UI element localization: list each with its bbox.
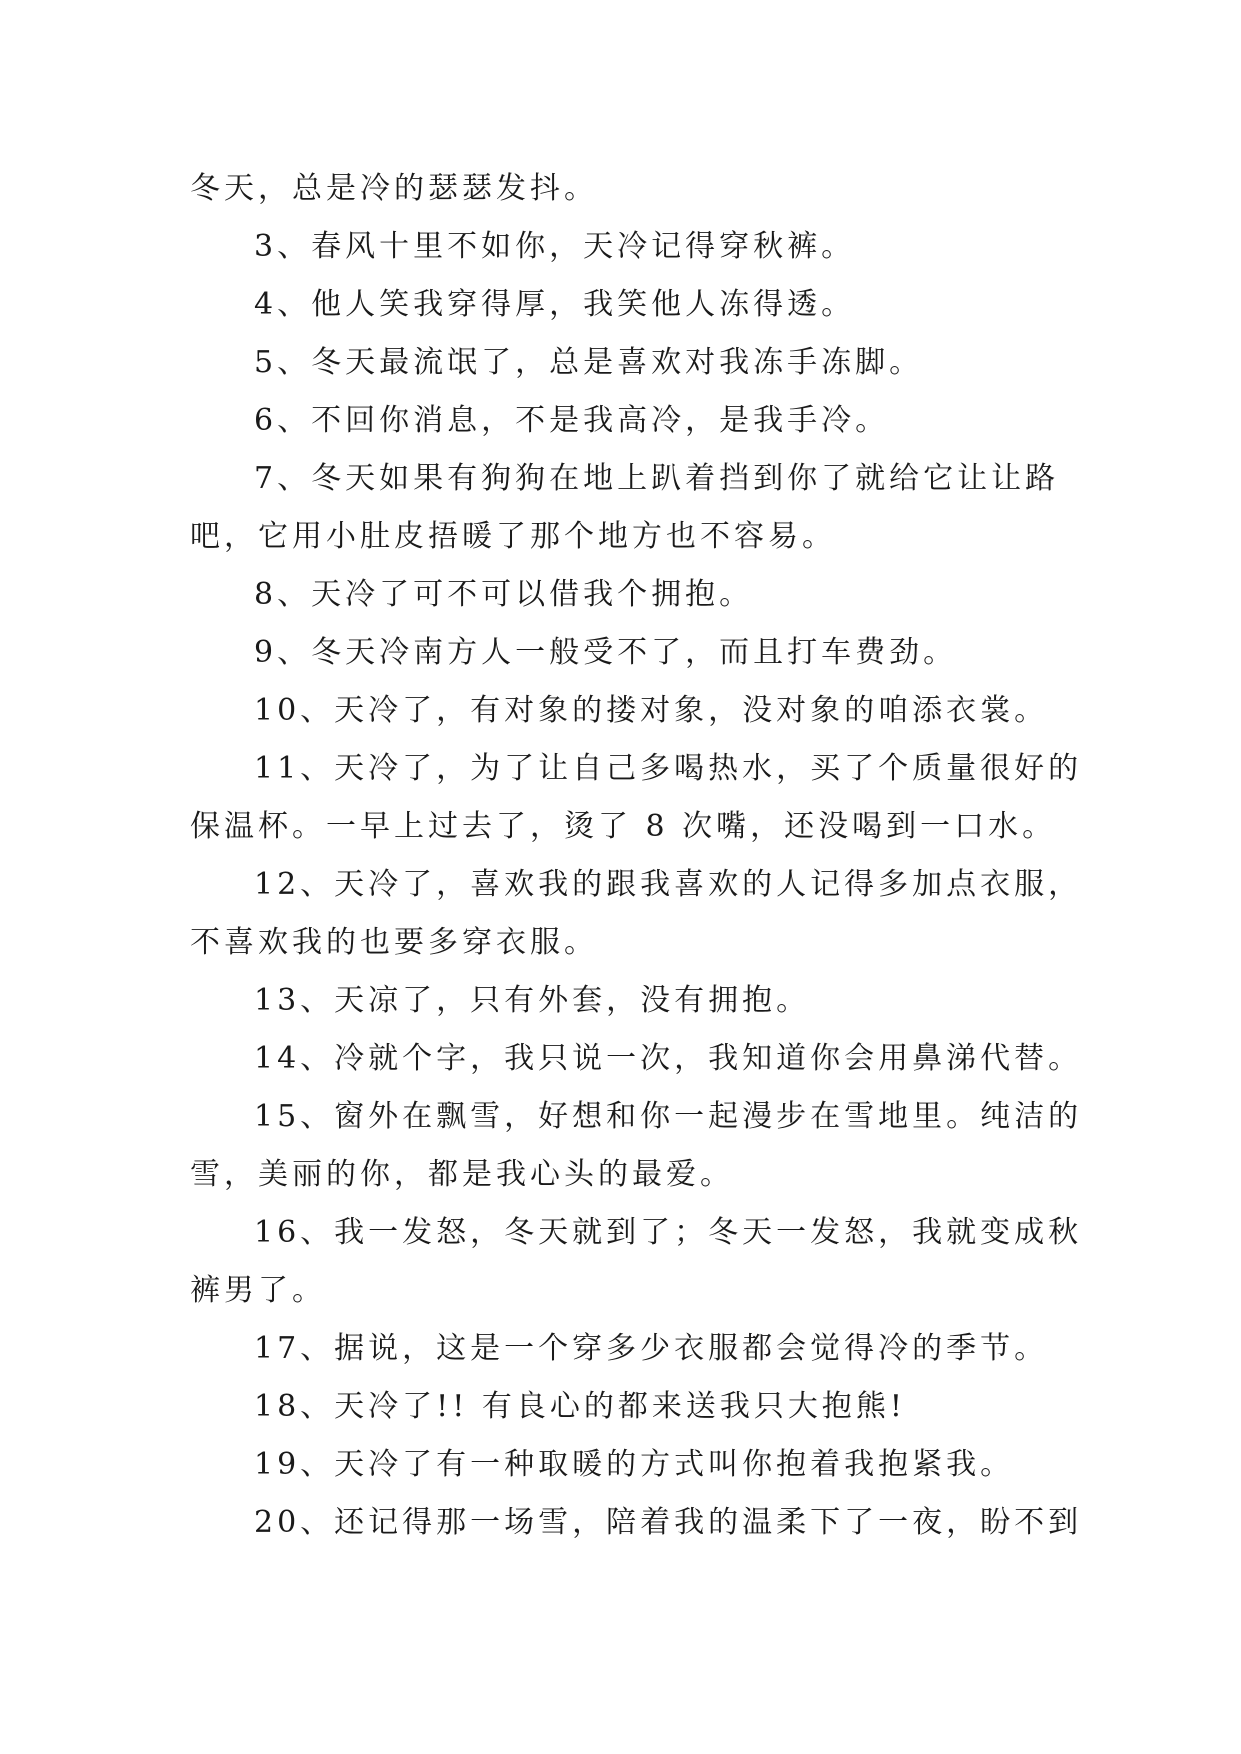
text-line: 9、冬天冷南方人一般受不了，而且打车费劲。 bbox=[254, 635, 958, 670]
text-line: 17、据说，这是一个穿多少衣服都会觉得冷的季节。 bbox=[254, 1331, 1049, 1366]
text-line: 保温杯。一早上过去了，烫了 8 次嘴，还没喝到一口水。 bbox=[190, 809, 1057, 844]
text-line: 8、天冷了可不可以借我个拥抱。 bbox=[254, 577, 754, 612]
text-line: 雪，美丽的你，都是我心头的最爱。 bbox=[190, 1157, 734, 1192]
text-line: 19、天冷了有一种取暖的方式叫你抱着我抱紧我。 bbox=[254, 1447, 1015, 1482]
text-line: 18、天冷了!! 有良心的都来送我只大抱熊! bbox=[254, 1389, 906, 1424]
text-line: 裤男了。 bbox=[190, 1273, 326, 1308]
text-line: 6、不回你消息，不是我高冷，是我手冷。 bbox=[254, 403, 890, 438]
text-line: 4、他人笑我穿得厚，我笑他人冻得透。 bbox=[254, 287, 856, 322]
text-line: 10、天冷了，有对象的搂对象，没对象的咱添衣裳。 bbox=[254, 693, 1049, 728]
text-line: 3、春风十里不如你，天冷记得穿秋裤。 bbox=[254, 229, 856, 264]
text-line: 7、冬天如果有狗狗在地上趴着挡到你了就给它让让路 bbox=[254, 461, 1060, 496]
document-body bbox=[190, 160, 1083, 1552]
text-line: 16、我一发怒，冬天就到了；冬天一发怒，我就变成秋 bbox=[254, 1215, 1083, 1250]
text-line: 13、天凉了，只有外套，没有拥抱。 bbox=[254, 983, 811, 1018]
text-line: 20、还记得那一场雪，陪着我的温柔下了一夜，盼不到 bbox=[254, 1505, 1083, 1540]
text-line: 12、天冷了，喜欢我的跟我喜欢的人记得多加点衣服， bbox=[254, 867, 1083, 902]
text-line: 14、冷就个字，我只说一次，我知道你会用鼻涕代替。 bbox=[254, 1041, 1083, 1076]
text-line: 冬天，总是冷的瑟瑟发抖。 bbox=[190, 171, 598, 206]
text-line: 吧，它用小肚皮捂暖了那个地方也不容易。 bbox=[190, 519, 836, 554]
text-line: 11、天冷了，为了让自己多喝热水，买了个质量很好的 bbox=[254, 751, 1083, 786]
text-line: 不喜欢我的也要多穿衣服。 bbox=[190, 925, 598, 960]
text-line: 5、冬天最流氓了，总是喜欢对我冻手冻脚。 bbox=[254, 345, 924, 380]
text-line: 15、窗外在飘雪，好想和你一起漫步在雪地里。纯洁的 bbox=[254, 1099, 1083, 1134]
